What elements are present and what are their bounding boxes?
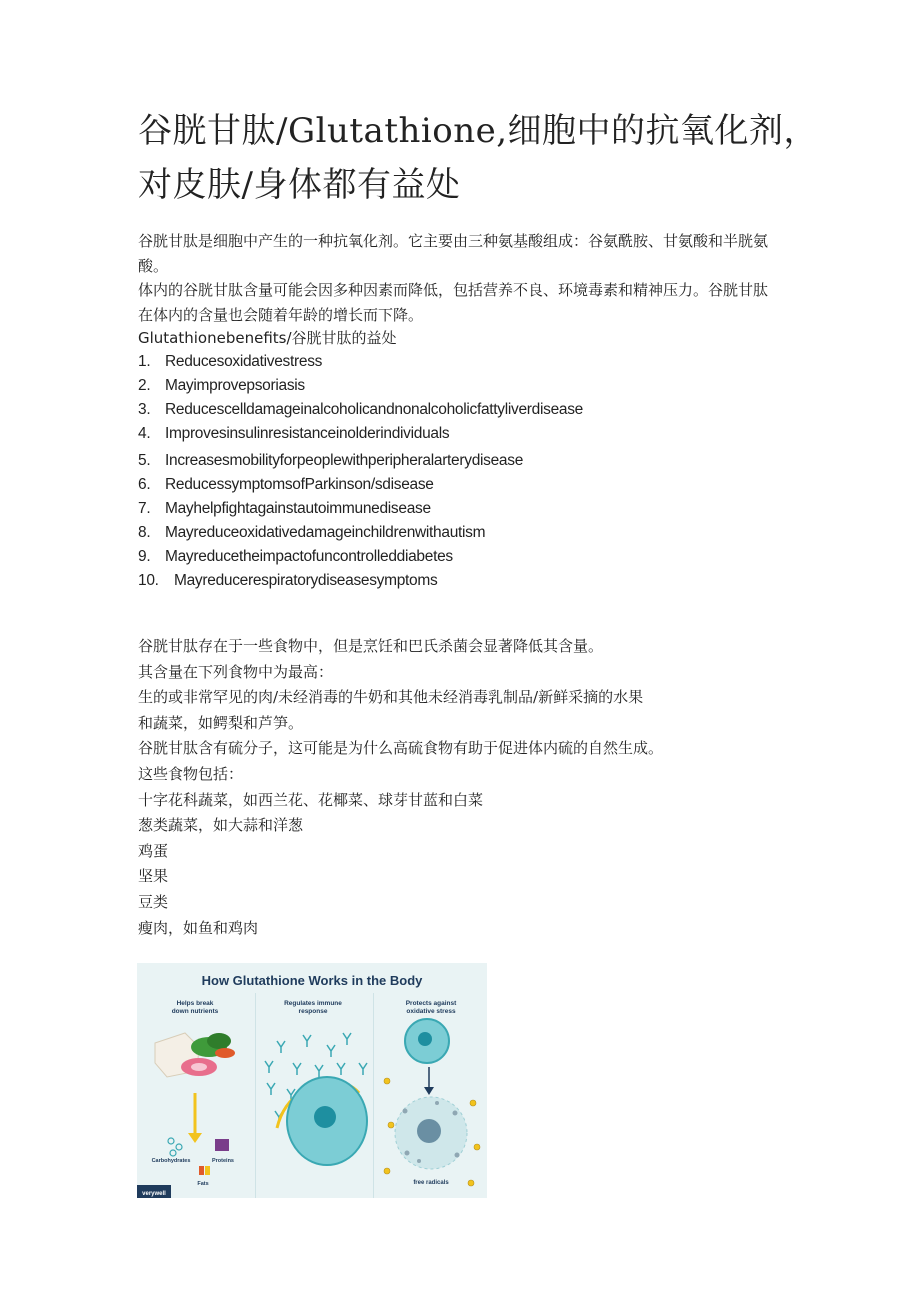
intro-paragraph-2: 体内的谷胱甘肽含量可能会因多种因素而降低，包括营养不良、环境毒素和精神压力。谷胱甘肽在体内的含量也会随着年龄的增长而下降。 [138, 281, 769, 324]
fat-icon [199, 1166, 204, 1175]
benefit-text: Mayreduceoxidativedamageinchildrenwithautism [165, 524, 486, 541]
benefit-text: Mayreducetheimpactofuncontrolleddiabetes [165, 548, 453, 565]
benefit-number: 8. [138, 524, 151, 541]
foods-line: 这些食物包括： [138, 764, 244, 783]
benefit-text: ReducessymptomsofParkinson/sdisease [165, 476, 434, 493]
foods-line: 葱类蔬菜，如大蒜和洋葱 [138, 816, 304, 835]
benefit-text: Reducesoxidativestress [165, 353, 323, 370]
benefit-number: 7. [138, 500, 151, 517]
benefits-heading: Glutathionebenefits/谷胱甘肽的益处 [138, 329, 397, 347]
page-title: 谷胱甘肽/Glutathione,细胞中的抗氧化剂，对皮肤/身体都有益处 [138, 111, 819, 205]
benefit-text: Mayimprovepsoriasis [165, 377, 305, 394]
benefit-item [138, 449, 778, 473]
foods-section [138, 634, 778, 941]
glutathione-infographic [137, 963, 487, 1198]
benefit-number: 10. [138, 572, 159, 589]
foods-line: 生的或非常罕见的肉/未经消毒的牛奶和其他未经消毒乳制品/新鲜采摘的水果 [138, 688, 644, 707]
label-carbohydrates: Carbohydrates [151, 1158, 191, 1164]
brand-logo-text: verywell [142, 1191, 166, 1197]
foods-line: 和蔬菜，如鳄梨和芦笋。 [138, 713, 304, 732]
benefit-item [138, 497, 778, 521]
benefit-number: 5. [138, 452, 151, 469]
foods-line: 鸡蛋 [138, 841, 169, 860]
column-divider [255, 993, 256, 1198]
benefit-item [138, 569, 778, 593]
benefit-number: 1. [138, 353, 151, 370]
intro-paragraph-1: 谷胱甘肽是细胞中产生的一种抗氧化剂。它主要由三种氨基酸组成：谷氨酰胺、甘氨酸和半胱氨酸。 [138, 232, 769, 275]
foods-line: 其含量在下列食物中为最高： [138, 662, 334, 681]
foods-line: 谷胱甘肽存在于一些食物中，但是烹饪和巴氏杀菌会显著降低其含量。 [138, 637, 604, 655]
column-divider [373, 993, 374, 1198]
foods-line: 瘦肉，如鱼和鸡肉 [138, 918, 259, 937]
benefit-text: Mayreducerespiratorydiseasesymptoms [174, 572, 438, 589]
benefits-list [138, 350, 778, 593]
benefit-item [138, 473, 778, 497]
damaged-cell-nucleus [417, 1119, 441, 1143]
benefit-number: 3. [138, 401, 151, 418]
label-proteins: Proteins [211, 1158, 235, 1164]
immune-cell-nucleus [314, 1106, 336, 1128]
caption-helps-break-down: Helps break down nutrients [171, 1000, 219, 1015]
foods-line: 豆类 [138, 892, 169, 911]
foods-line: 谷胱甘肽含有硫分子，这可能是为什么高硫食物有助于促进体内硫的自然生成。 [138, 739, 664, 758]
foods-line: 十字花科蔬菜，如西兰花、花椰菜、球芽甘蓝和白菜 [138, 790, 484, 809]
benefit-number: 9. [138, 548, 151, 565]
benefit-item [138, 350, 778, 374]
label-fats: Fats [197, 1181, 209, 1187]
benefit-item [138, 545, 778, 569]
benefit-item [138, 374, 778, 398]
benefit-number: 4. [138, 425, 151, 442]
benefit-text: Increasesmobilityforpeoplewithperipheralarterydisease [165, 452, 524, 469]
label-free-radicals: free radicals [413, 1180, 449, 1186]
infographic-title: How Glutathione Works in the Body [201, 973, 423, 988]
infographic-svg [137, 963, 487, 1198]
benefit-item [138, 422, 778, 446]
fat-icon [205, 1166, 210, 1175]
healthy-cell-nucleus [418, 1032, 432, 1046]
protein-icon [215, 1139, 229, 1151]
caption-regulates-immune: Regulates immune response [284, 1000, 342, 1015]
benefit-text: Improvesinsulinresistanceinolderindividuals [165, 425, 450, 442]
caption-protects-oxidative: Protects against oxidative stress [405, 1000, 457, 1015]
benefit-text: Reducescelldamageinalcoholicandnonalcoholicfattyliverdisease [165, 401, 583, 418]
benefit-item [138, 521, 778, 545]
foods-line: 坚果 [138, 867, 169, 886]
benefit-item [138, 398, 778, 422]
benefit-number: 2. [138, 377, 151, 394]
benefit-text: Mayhelpfightagainstautoimmunedisease [165, 500, 431, 517]
benefit-number: 6. [138, 476, 151, 493]
